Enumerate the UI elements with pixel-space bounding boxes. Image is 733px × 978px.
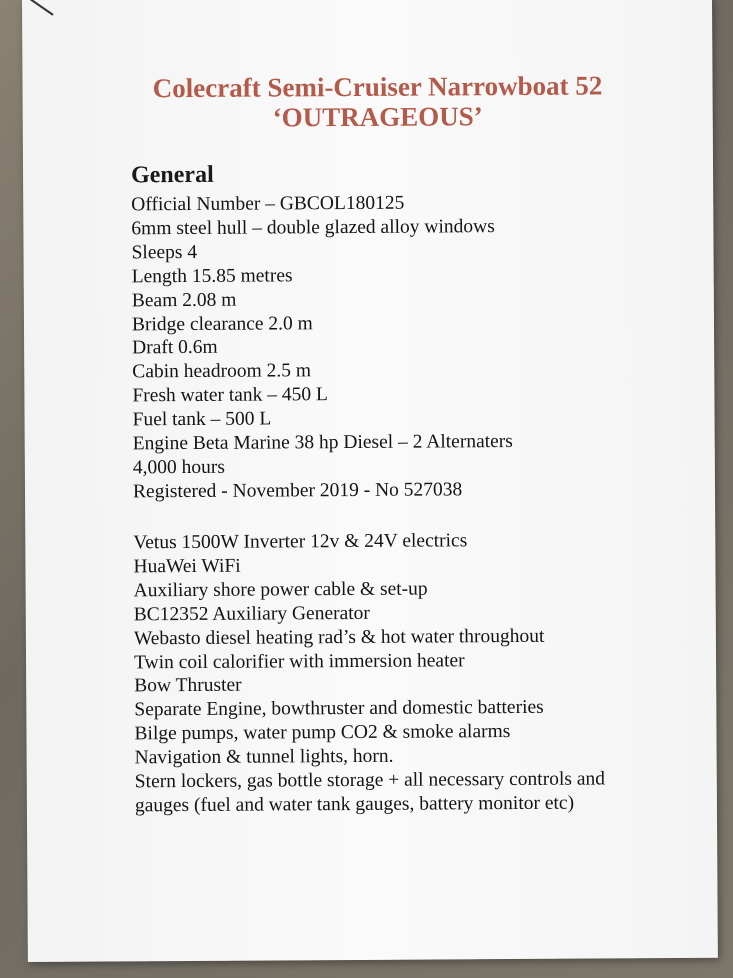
- list-item: Twin coil calorifier with immersion heater: [133, 649, 465, 673]
- list-item: HuaWei WiFi: [133, 555, 241, 578]
- paper-sheet: [22, 0, 718, 962]
- list-item: Separate Engine, bowthruster and domestic batteries: [134, 697, 544, 721]
- list-item: Bilge pumps, water pump CO2 & smoke alarms: [134, 721, 511, 745]
- list-item: Stern lockers, gas bottle storage + all necessary controls and gauges (fuel and water tank gauges, battery monitor etc): [134, 768, 606, 817]
- list-item: Beam 2.08 m: [131, 289, 237, 311]
- features-list: [133, 528, 615, 818]
- list-item: Webasto diesel heating rad’s & hot water throughout: [133, 625, 545, 649]
- list-item: Registered - November 2019 - No 527038: [132, 479, 463, 503]
- list-item: Cabin headroom 2.5 m: [132, 360, 312, 383]
- list-item: Vetus 1500W Inverter 12v & 24V electrics: [133, 530, 468, 554]
- list-item: Engine Beta Marine 38 hp Diesel – 2 Alternaters: [132, 431, 513, 455]
- list-item: Official Number – GBCOL180125: [131, 192, 405, 216]
- pen-mark: [29, 0, 53, 16]
- list-item: Draft 0.6m: [132, 337, 218, 359]
- section-heading-general: General: [130, 161, 214, 189]
- list-item: Length 15.85 metres: [131, 265, 293, 288]
- list-item: BC12352 Auxiliary Generator: [133, 602, 370, 626]
- general-specs-list: [131, 191, 513, 504]
- document-title: Colecraft Semi-Cruiser Narrowboat 52: [152, 70, 603, 104]
- boat-name: ‘OUTRAGEOUS’: [272, 101, 483, 133]
- list-item: Bow Thruster: [134, 675, 242, 697]
- list-item: Auxiliary shore power cable & set-up: [133, 578, 428, 602]
- list-item: Fresh water tank – 450 L: [132, 384, 328, 407]
- list-item: 6mm steel hull – double glazed alloy windows: [131, 216, 495, 240]
- list-item: Fuel tank – 500 L: [132, 408, 272, 431]
- list-item: Bridge clearance 2.0 m: [131, 312, 313, 335]
- list-item: 4,000 hours: [132, 456, 226, 479]
- list-item: Sleeps 4: [131, 241, 198, 264]
- list-item: Navigation & tunnel lights, horn.: [134, 745, 394, 769]
